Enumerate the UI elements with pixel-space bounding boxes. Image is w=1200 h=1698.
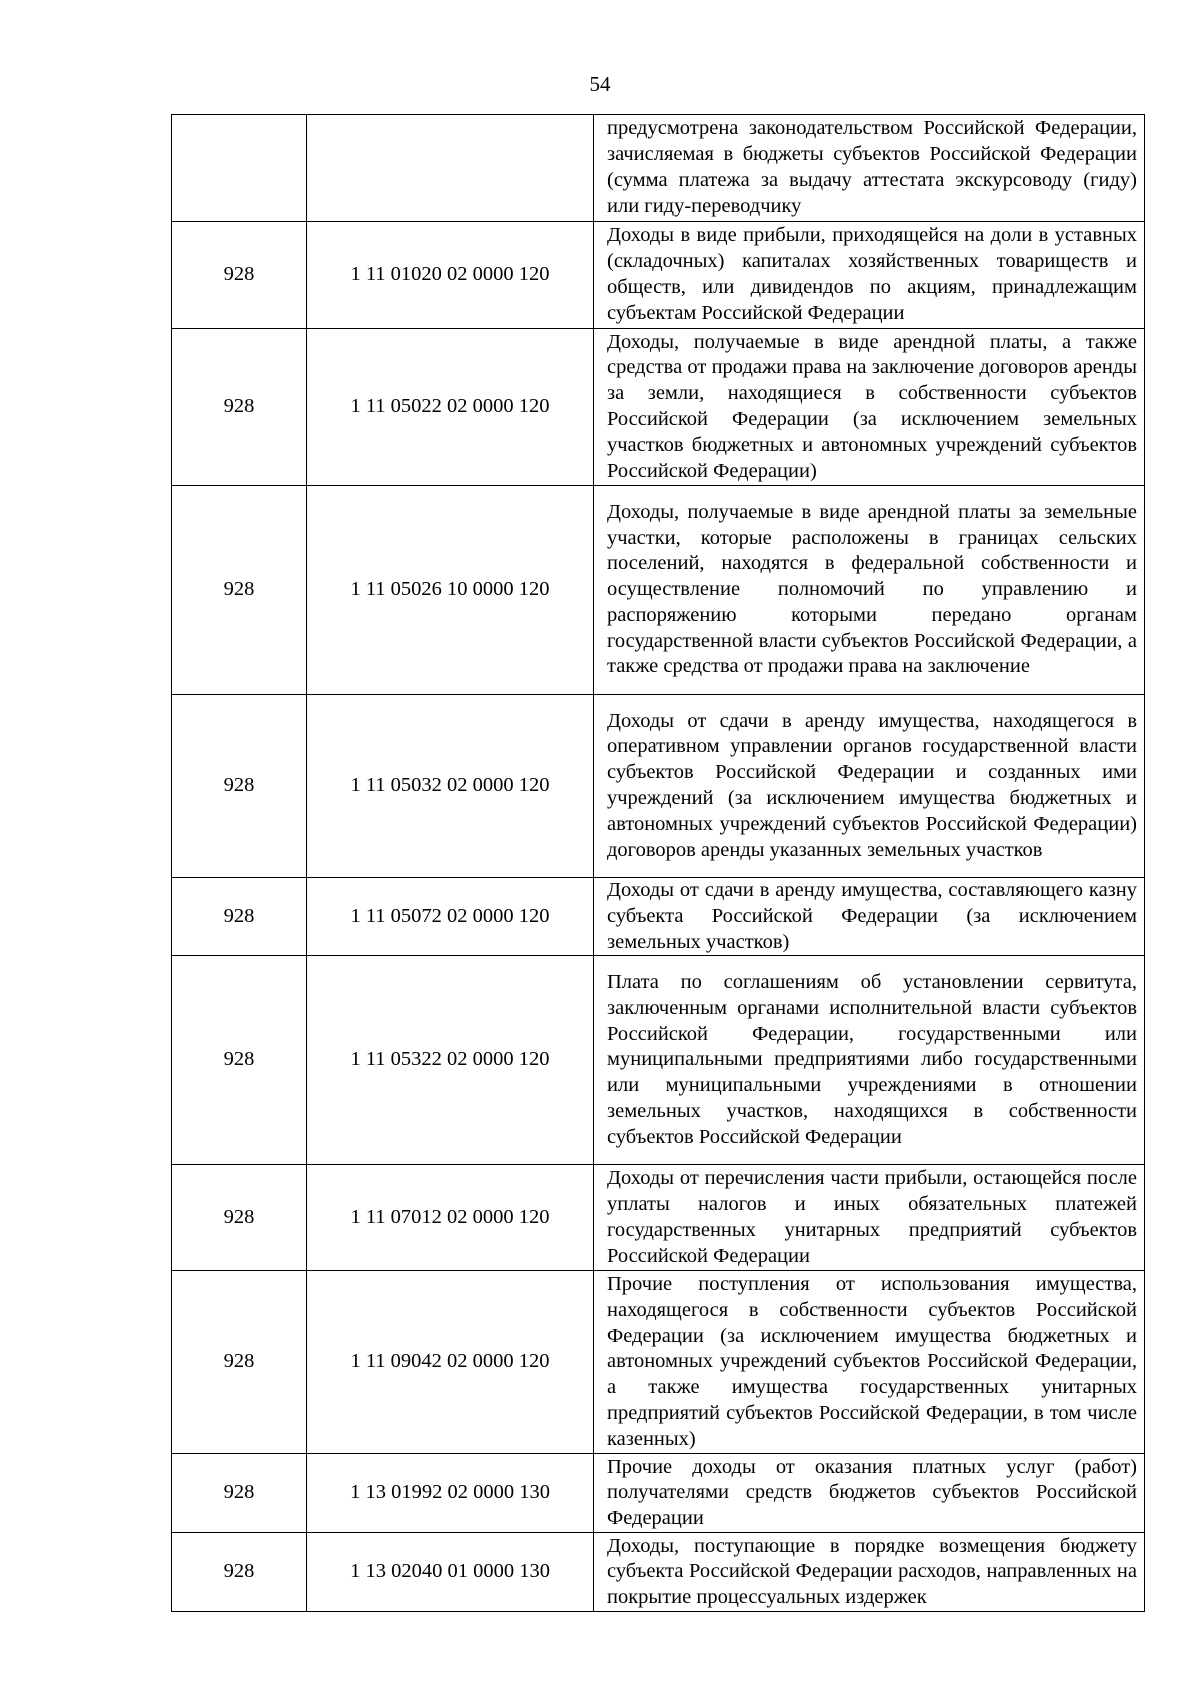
description-cell: Доходы от перечисления части прибыли, остающейся после уплаты налогов и иных обязательных платежей государственных унитарных предприятий субъектов Российской Федерации [594, 1165, 1145, 1271]
admin-code-cell: 928 [172, 695, 307, 878]
description-cell: Доходы, поступающие в порядке возмещения бюджету субъекта Российской Федерации расходов, направленных на покрытие процессуальных издержек [594, 1533, 1145, 1612]
table-row [172, 329, 1145, 486]
admin-code-cell: 928 [172, 878, 307, 956]
table-row [172, 1271, 1145, 1454]
admin-code-cell: 928 [172, 1165, 307, 1271]
budget-code-cell: 1 13 02040 01 0000 130 [307, 1533, 594, 1612]
budget-code-cell: 1 11 05026 10 0000 120 [307, 486, 594, 695]
page-number: 54 [589, 72, 611, 96]
table-row [172, 115, 1145, 222]
description-cell: предусмотрена законодательством Российской Федерации, зачисляемая в бюджеты субъектов Российской Федерации (сумма платежа за выдачу аттестата экскурсоводу (гиду) или гиду-переводчику [594, 115, 1145, 222]
table-row [172, 486, 1145, 695]
budget-code-cell: 1 11 05072 02 0000 120 [307, 878, 594, 956]
budget-code-cell: 1 13 01992 02 0000 130 [307, 1454, 594, 1533]
revenue-classification-table [171, 114, 1145, 1612]
table-row [172, 222, 1145, 329]
description-cell: Прочие поступления от использования имущества, находящегося в собственности субъектов Российской Федерации (за исключением имущества бюджетных и автономных учреждений субъектов Российской Федерации, а также имущества государственных унитарных предприятий субъектов Российской Федерации, в том числе казенных) [594, 1271, 1145, 1454]
budget-code-cell: 1 11 09042 02 0000 120 [307, 1271, 594, 1454]
description-cell: Прочие доходы от оказания платных услуг (работ) получателями средств бюджетов субъектов Российской Федерации [594, 1454, 1145, 1533]
admin-code-cell: 928 [172, 1533, 307, 1612]
budget-code-cell: 1 11 05022 02 0000 120 [307, 329, 594, 486]
description-cell: Доходы от сдачи в аренду имущества, находящегося в оперативном управлении органов государственной власти субъектов Российской Федерации и созданных ими учреждений (за исключением имущества бюджетных и автономных учреждений субъектов Российской Федерации) договоров аренды указанных земельных участков [594, 695, 1145, 878]
admin-code-cell: 928 [172, 329, 307, 486]
budget-code-cell: 1 11 05322 02 0000 120 [307, 956, 594, 1165]
description-cell: Доходы в виде прибыли, приходящейся на доли в уставных (складочных) капиталах хозяйственных товариществ и обществ, или дивидендов по акциям, принадлежащим субъектам Российской Федерации [594, 222, 1145, 329]
table-row [172, 878, 1145, 956]
admin-code-cell: 928 [172, 486, 307, 695]
budget-code-cell: 1 11 01020 02 0000 120 [307, 222, 594, 329]
table-row [172, 695, 1145, 878]
budget-code-cell: 1 11 07012 02 0000 120 [307, 1165, 594, 1271]
admin-code-cell [172, 115, 307, 222]
table-row [172, 1454, 1145, 1533]
description-cell: Плата по соглашениям об установлении сервитута, заключенным органами исполнительной власти субъектов Российской Федерации, государственными или муниципальными предприятиями либо государственными или муниципальными учреждениями в отношении земельных участков, находящихся в собственности субъектов Российской Федерации [594, 956, 1145, 1165]
admin-code-cell: 928 [172, 222, 307, 329]
admin-code-cell: 928 [172, 1454, 307, 1533]
table-row [172, 1165, 1145, 1271]
budget-code-cell [307, 115, 594, 222]
description-cell: Доходы от сдачи в аренду имущества, составляющего казну субъекта Российской Федерации (за исключением земельных участков) [594, 878, 1145, 956]
table-row [172, 956, 1145, 1165]
description-cell: Доходы, получаемые в виде арендной платы за земельные участки, которые расположены в границах сельских поселений, находятся в федеральной собственности и осуществление полномочий по управлению и распоряжению которыми передано органам государственной власти субъектов Российской Федерации, а также средства от продажи права на заключение [594, 486, 1145, 695]
admin-code-cell: 928 [172, 956, 307, 1165]
budget-code-cell: 1 11 05032 02 0000 120 [307, 695, 594, 878]
table-row [172, 1533, 1145, 1612]
description-cell: Доходы, получаемые в виде арендной платы, а также средства от продажи права на заключение договоров аренды за земли, находящиеся в собственности субъектов Российской Федерации (за исключением земельных участков бюджетных и автономных учреждений субъектов Российской Федерации) [594, 329, 1145, 486]
admin-code-cell: 928 [172, 1271, 307, 1454]
